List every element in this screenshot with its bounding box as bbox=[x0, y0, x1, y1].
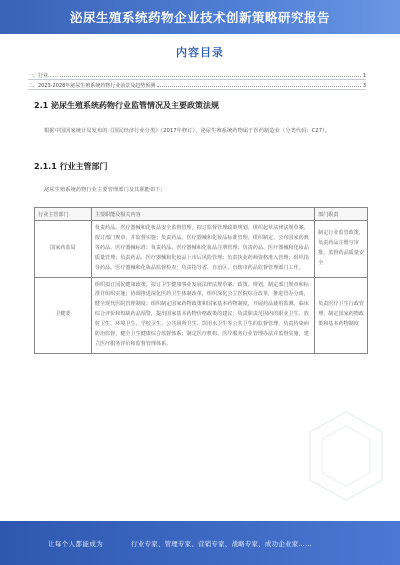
duties-cell: 负责药品、医疗器械和化妆品安全监督管理，拟订监督管理政策规划，组织起草法律法规草案，拟订部门规章，并监督实施；负责药品、医疗器械和化妆品标准管理，组织制定、公布国家药典等药品、医疗器械标准；负责药品、医疗器械和化妆品注册管理；负责药品、医疗器械和化妆品质量管理；负责药品、医疗器械和化妆品上市后风险管理；负责执业药师资格准入管理；组织指导药品、医疗器械和化妆品监督检查；负责指导省、自治区、直辖市药品监督管理部门工作。 bbox=[91, 221, 314, 278]
report-footer bbox=[0, 521, 400, 565]
table-row bbox=[35, 277, 368, 353]
column-header: 部门职责 bbox=[315, 208, 368, 221]
department-cell: 国家药监局 bbox=[35, 221, 92, 278]
toc-entry[interactable] bbox=[28, 82, 366, 90]
footer-lead-text: 让每个人都能成为 bbox=[48, 539, 104, 548]
toc-entry[interactable] bbox=[28, 72, 366, 80]
section-heading: 2.1 泌尿生殖系统药物行业监管情况及主要政策法规 bbox=[34, 101, 219, 110]
toc-entry-label: 一、行业…… bbox=[28, 73, 59, 79]
duties-cell: 组织拟订国民健康政策，拟订卫生健康事业发展法律法规草案、政策、规划，制定部门规章和标准并组织实施；协调推进深化医药卫生体制改革，组织深化公立医院综合改革，推进管办分离，健全现代医院管理制度；组织制定国家药物政策和国家基本药物制度，开展药品使用监测、临床综合评价和短缺药品预警，提出国家基本药物价格政策的建议；负责职责范围内的职业卫生、放射卫生、环境卫生、学校卫生、公共场所卫生、饮用水卫生等公共卫生的监督管理，负责传染病防治监督，健全卫生健康综合监督体系；制定医疗机构、医疗服务行业管理办法并监督实施，建立医疗服务评价和监督管理体系。 bbox=[91, 277, 314, 353]
table-intro: 泌尿生殖系统药物行业主要管理部门及其职能如下： bbox=[44, 187, 166, 193]
section-paragraph: 根据中国国家统计局发布的《国民经济行业分类》（2017年修订），泌尿生殖系统药物属于医药制造业（分类代码：C27）。 bbox=[44, 128, 331, 134]
footer-slogan: 行业专家、管理专家、营销专家、战略专家、成功企业家…… bbox=[131, 539, 312, 548]
regulators-table bbox=[34, 207, 368, 354]
report-header bbox=[0, 0, 400, 34]
column-header: 行业主管部门 bbox=[35, 208, 92, 221]
column-header: 主要职能及相关内容 bbox=[91, 208, 314, 221]
role-cell: 负责医疗卫生行政管理，制定国家药物政策和基本药物制度 bbox=[315, 277, 368, 353]
table-row bbox=[35, 221, 368, 278]
table-of-contents bbox=[28, 72, 366, 92]
toc-title: 内容目录 bbox=[176, 46, 224, 59]
toc-entry-page: 3 bbox=[362, 83, 366, 89]
subsection-heading: 2.1.1 行业主管部门 bbox=[34, 162, 108, 171]
toc-entry-label: 二、2023-2028年泌尿生殖系统药物行业前景及趋势预测 bbox=[28, 83, 156, 89]
toc-leader-dots bbox=[157, 86, 361, 87]
watermark-graphic bbox=[306, 408, 386, 504]
report-title: 泌尿生殖系统药物企业技术创新策略研究报告 bbox=[69, 10, 330, 25]
role-cell: 制定行业监管政策，负责药品注册与审批，监督药品质量安全 bbox=[315, 221, 368, 278]
toc-leader-dots bbox=[60, 76, 361, 77]
department-cell: 卫健委 bbox=[35, 277, 92, 353]
table-header-row bbox=[35, 208, 368, 221]
toc-entry-page: 1 bbox=[362, 73, 366, 79]
